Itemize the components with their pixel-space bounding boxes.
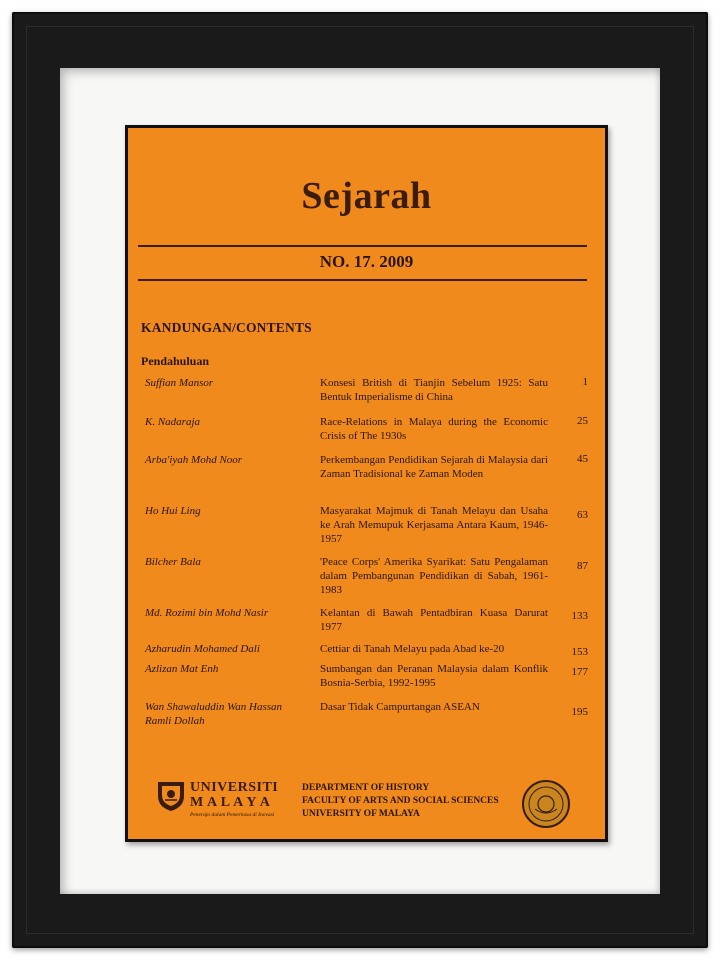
entry-title: Kelantan di Bawah Pentadbiran Kuasa Darurat 1977 <box>320 607 548 633</box>
university-crest-icon <box>156 780 186 812</box>
entry-title: Konsesi British di Tianjin Sebelum 1925: Satu Bentuk Imperialisme di China <box>320 377 548 403</box>
department-block <box>302 782 499 821</box>
issue-number: NO. 17. 2009 <box>319 252 414 271</box>
university-line: UNIVERSITY OF MALAYA <box>302 809 420 819</box>
university-name <box>190 780 278 810</box>
entry-author: Suffian Mansor <box>145 377 214 389</box>
entry-title: 'Peace Corps' Amerika Syarikat: Satu Pengalaman dalam Pembangunan Pendidikan di Sabah, 1961-1983 <box>320 556 548 596</box>
entry-title: Dasar Tidak Campurtangan ASEAN <box>320 701 480 713</box>
entry-page: 87 <box>577 560 588 572</box>
entry-page: 133 <box>571 610 588 622</box>
entry-title: Race-Relations in Malaya during the Economic Crisis of The 1930s <box>320 416 548 442</box>
entry-page: 195 <box>571 706 588 718</box>
journal-title: Sejarah <box>301 175 432 217</box>
entry-page: 177 <box>571 666 588 678</box>
title-rule-top <box>138 245 587 247</box>
entry-page: 25 <box>577 415 588 427</box>
journal-cover <box>125 125 608 842</box>
entry-author: Azlizan Mat Enh <box>145 663 219 675</box>
entry-title: Masyarakat Majmuk di Tanah Melayu dan Usaha ke Arah Memupuk Kerjasama Antara Kaum, 1946-1957 <box>320 505 548 545</box>
entry-author: K. Nadaraja <box>145 416 201 428</box>
entry-page: 1 <box>582 376 588 388</box>
society-seal-icon <box>521 779 571 829</box>
title-rule-bottom <box>138 279 587 281</box>
entry-author: Arba'iyah Mohd Noor <box>145 454 243 466</box>
university-motto: Penerajo dalam Pemerkasa di Inovasi <box>190 812 275 818</box>
university-name-line1: UNIVERSITI <box>190 780 279 795</box>
section-heading: Pendahuluan <box>141 354 210 368</box>
department-line: DEPARTMENT OF HISTORY <box>302 783 430 793</box>
entry-author: Ho Hui Ling <box>145 505 201 517</box>
entry-author: Azharudin Mohamed Dali <box>145 643 260 655</box>
entry-title: Perkembangan Pendidikan Sejarah di Malaysia dari Zaman Tradisional ke Zaman Moden <box>320 454 548 480</box>
faculty-line: FACULTY OF ARTS AND SOCIAL SCIENCES <box>302 796 499 806</box>
entry-title: Cettiar di Tanah Melayu pada Abad ke-20 <box>320 643 505 655</box>
entry-author: Md. Rozimi bin Mohd Nasir <box>145 607 269 619</box>
entry-page: 153 <box>571 646 588 658</box>
entry-page: 63 <box>577 509 588 521</box>
contents-heading: KANDUNGAN/CONTENTS <box>141 320 312 335</box>
university-name-line2: M A L A Y A <box>190 795 271 810</box>
entry-author: Wan Shawaluddin Wan Hassan Ramli Dollah <box>145 701 283 727</box>
entry-page: 45 <box>577 453 588 465</box>
entry-title: Sumbangan dan Peranan Malaysia dalam Konflik Bosnia-Serbia, 1992-1995 <box>320 663 548 689</box>
entry-author: Bilcher Bala <box>145 556 201 568</box>
